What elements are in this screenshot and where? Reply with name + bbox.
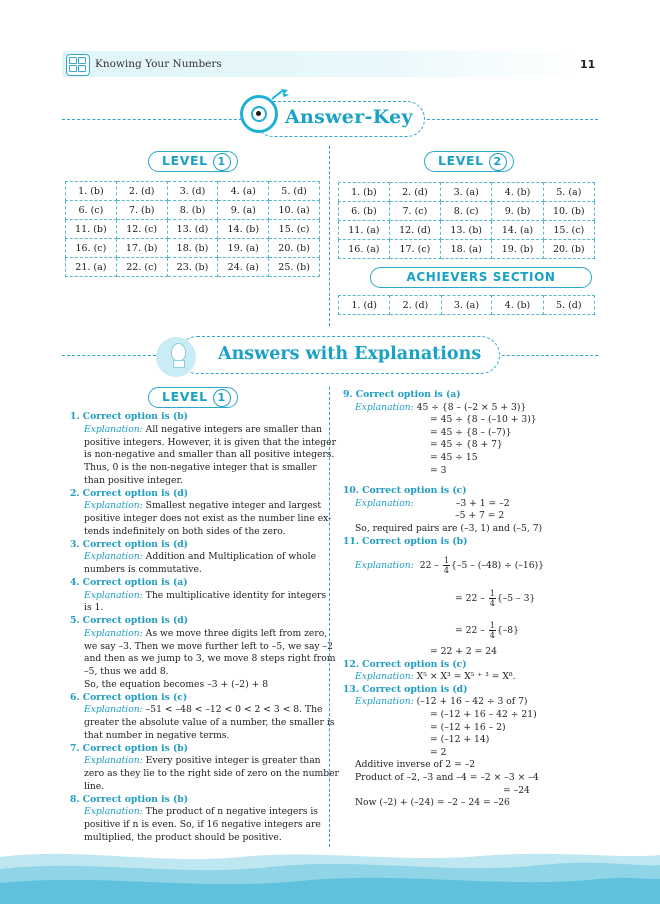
- answer-cell: 7. (b): [116, 201, 167, 220]
- answer-cell: 7. (c): [389, 202, 440, 221]
- explanation-text: multiplied, the product should be positive.: [84, 831, 282, 843]
- explanation-line: [84, 653, 335, 665]
- explanation-line: [84, 641, 333, 653]
- answer-cell: 25. (b): [269, 258, 320, 277]
- question-heading: [70, 692, 187, 704]
- answer-cell: 2. (d): [389, 183, 440, 202]
- fraction-denominator: 4: [443, 566, 449, 576]
- answer-cell: 10. (b): [543, 202, 594, 221]
- answer-cell: 14. (b): [218, 220, 269, 239]
- explanation-text: positive integers. However, it is given that the integer: [84, 436, 336, 448]
- explanations-title: Answers with Explanations: [218, 344, 482, 364]
- math-text: = (–12 + 14): [430, 734, 490, 746]
- math-step: [430, 414, 537, 426]
- answer-cell: 8. (b): [167, 201, 218, 220]
- math-step: [503, 785, 530, 797]
- arrow-icon: [270, 88, 290, 100]
- correct-option-label: 2. Correct option is (d): [70, 487, 189, 499]
- math-step: [430, 465, 446, 477]
- answer-cell: 13. (b): [441, 221, 492, 240]
- fraction-line: [355, 556, 544, 575]
- explanation-line: [355, 402, 526, 414]
- answer-cell: 16. (c): [66, 239, 117, 258]
- explanation-line: [84, 590, 326, 602]
- level2-number: 2: [489, 153, 507, 171]
- explanation-text: numbers is commutative.: [84, 564, 202, 575]
- answer-cell: 5. (d): [269, 182, 320, 201]
- divider-left: [62, 119, 252, 120]
- explanations-level-pill: [148, 387, 238, 408]
- explanation-text: Additive inverse of 2 = –2: [355, 759, 476, 771]
- explanation-line: [84, 449, 334, 461]
- explanation-line: [355, 671, 516, 683]
- answer-cell: 15. (c): [269, 220, 320, 239]
- math-step: [430, 427, 511, 439]
- explanation-text: zero as they lie to the right side of zero on the number: [84, 768, 339, 779]
- answer-row: [66, 182, 320, 201]
- answer-cell: 9. (b): [492, 202, 543, 221]
- question-heading: [70, 539, 188, 551]
- explanation-label: Explanation:: [355, 401, 414, 413]
- math-step: [455, 510, 504, 522]
- explanation-label: Explanation:: [355, 671, 414, 683]
- answer-cell: 4. (b): [492, 183, 543, 202]
- explanation-label: Explanation:: [84, 551, 143, 563]
- explanation-label: Explanation:: [84, 806, 143, 818]
- math-text: = 3: [430, 464, 447, 476]
- explanation-text: positive if n is even. So, if 16 negative integers are: [84, 819, 321, 830]
- explanation-line: [84, 551, 316, 563]
- answer-row: [66, 239, 320, 258]
- question-heading: [70, 488, 188, 500]
- answer-cell: 3. (d): [167, 182, 218, 201]
- explanation-label: Explanation:: [84, 589, 143, 601]
- math-text: {–8}: [496, 625, 519, 637]
- level1-pill: [148, 151, 238, 172]
- book-icon: [66, 54, 90, 76]
- answer-row: [339, 183, 595, 202]
- explanation-text: Product of –2, –3 and –4 = –2 × –3 × –4: [355, 772, 539, 783]
- explanation-line: [84, 755, 321, 767]
- math-text: = 22 –: [455, 625, 488, 637]
- math-step: [430, 722, 506, 734]
- explanation-label: Explanation:: [84, 423, 143, 435]
- bottom-wave-decoration: [0, 847, 660, 904]
- explanations-left-column: [70, 411, 339, 851]
- math-text: = 45 ÷ 15: [430, 452, 478, 463]
- answer-cell: 5. (a): [543, 183, 594, 202]
- answer-cell: 8. (c): [441, 202, 492, 221]
- explanation-text: is 1.: [84, 602, 104, 614]
- divider-right: [422, 119, 598, 120]
- explanation-text: Smallest negative integer and largest: [142, 500, 322, 512]
- divider-left-2: [62, 355, 156, 356]
- explanation-label: Explanation:: [84, 704, 143, 716]
- math-text: {–5 – (–48) ÷ (–16)}: [451, 560, 545, 572]
- math-text: = (–12 + 16 – 2): [430, 721, 506, 733]
- target-icon: [240, 95, 278, 133]
- math-step: [430, 747, 446, 759]
- explanation-text: tends indefinitely on both sides of the zero.: [84, 525, 286, 537]
- answer-cell: 5. (d): [543, 296, 594, 315]
- answer-cell: 13. (d): [167, 220, 218, 239]
- answer-cell: 16. (a): [339, 240, 390, 259]
- answer-key-title: Answer-Key: [285, 106, 413, 128]
- explanation-text: So, required pairs are (–3, 1) and (–5, 7): [355, 523, 543, 534]
- fraction: [489, 621, 496, 640]
- answer-cell: 20. (b): [543, 240, 594, 259]
- fraction: [489, 589, 496, 608]
- explanation-text: greater the absolute value of a number, the smaller is: [84, 717, 335, 728]
- explanation-line: [84, 602, 103, 614]
- question-heading: [70, 577, 188, 589]
- answer-cell: 1. (b): [66, 182, 117, 201]
- explanation-text: Now (–2) + (–24) = –2 – 24 = –26: [355, 797, 510, 809]
- divider-right-2: [497, 355, 598, 356]
- fraction-numerator: 1: [443, 556, 449, 566]
- answer-cell: 19. (b): [492, 240, 543, 259]
- explanation-line: [84, 564, 202, 576]
- explanation-line: [84, 500, 321, 512]
- explanation-line: [84, 424, 322, 436]
- explanation-line: [84, 666, 169, 678]
- answer-row: [339, 296, 595, 315]
- explanation-text: –3 + 1 = –2: [455, 497, 510, 509]
- answer-cell: 18. (b): [167, 239, 218, 258]
- fraction-denominator: 4: [489, 631, 495, 641]
- answer-cell: 24. (a): [218, 258, 269, 277]
- answer-cell: 12. (d): [389, 221, 440, 240]
- answer-cell: 15. (c): [543, 221, 594, 240]
- lightbulb-base-icon: [173, 360, 185, 368]
- explanation-label: Explanation:: [355, 497, 414, 509]
- explanation-line: [84, 819, 321, 831]
- answer-cell: 10. (a): [269, 201, 320, 220]
- explanation-text: positive integer does not exist as the number line ex-: [84, 513, 332, 524]
- explanation-line: [355, 797, 510, 809]
- answer-row: [66, 201, 320, 220]
- math-text: {–5 – 3}: [496, 592, 536, 604]
- explanation-line: [84, 717, 334, 729]
- answer-row: [339, 240, 595, 259]
- answer-cell: 17. (c): [389, 240, 440, 259]
- answer-cell: 11. (a): [339, 221, 390, 240]
- correct-option-label: 6. Correct option is (c): [70, 691, 188, 703]
- answer-cell: 3. (a): [441, 183, 492, 202]
- level1-answer-table: [65, 181, 320, 277]
- answer-cell: 1. (b): [339, 183, 390, 202]
- explanation-text: (–12 + 16 – 42 ÷ 3 of 7): [413, 696, 528, 708]
- answer-cell: 19. (a): [218, 239, 269, 258]
- explanations-level-label: LEVEL: [162, 389, 208, 404]
- explanation-label: Explanation:: [355, 560, 414, 572]
- explanation-text: X⁵ × X³ = X⁵ ⁺ ³ = X⁸.: [413, 671, 516, 683]
- explanation-text: we say –3. Then we move further left to –5, we say –2: [84, 640, 333, 652]
- explanation-text: –5, thus we add 8.: [84, 666, 169, 677]
- explanation-text: All negative integers are smaller than: [142, 423, 323, 435]
- explanation-text: and then as we jump to 3, we move 8 steps right from: [84, 653, 336, 665]
- answer-cell: 17. (b): [116, 239, 167, 258]
- answer-cell: 23. (b): [167, 258, 218, 277]
- explanation-text: The multiplicative identity for integers: [142, 589, 327, 601]
- correct-option-label: 7. Correct option is (b): [70, 742, 189, 754]
- level2-pill: [424, 151, 514, 172]
- math-text: –5 + 7 = 2: [455, 510, 505, 522]
- answer-row: [66, 220, 320, 239]
- explanation-text: is non-negative and smaller than all positive integers.: [84, 449, 335, 461]
- column-divider: [329, 146, 330, 326]
- correct-option-label: 10. Correct option is (c): [343, 485, 467, 497]
- explanation-line: [84, 628, 327, 640]
- explanation-line: [355, 772, 539, 784]
- answer-row: [66, 258, 320, 277]
- explanation-text: than positive integer.: [84, 474, 183, 486]
- answer-cell: 9. (a): [218, 201, 269, 220]
- question-heading: [343, 485, 467, 497]
- answer-cell: 3. (a): [441, 296, 492, 315]
- fraction-denominator: 4: [489, 598, 495, 608]
- correct-option-label: 3. Correct option is (d): [70, 538, 189, 550]
- explanation-line: [84, 730, 229, 742]
- explanation-text: The product of n negative integers is: [142, 806, 319, 818]
- question-heading: [343, 389, 461, 401]
- math-step: [430, 709, 537, 721]
- explanation-line: [84, 475, 183, 487]
- math-step: [430, 734, 489, 746]
- explanation-label: Explanation:: [355, 696, 414, 708]
- explanation-line: [84, 462, 317, 474]
- answer-cell: 6. (c): [66, 201, 117, 220]
- explanation-line: [84, 806, 318, 818]
- explanations-level-number: 1: [213, 389, 231, 407]
- explanation-line: [355, 759, 475, 771]
- level2-answer-table: [338, 182, 595, 259]
- math-text: = 45 ÷ {8 + 7}: [430, 439, 503, 451]
- correct-option-label: 9. Correct option is (a): [343, 389, 461, 400]
- math-text: = (–12 + 16 – 42 ÷ 21): [430, 709, 537, 720]
- answer-cell: 18. (a): [441, 240, 492, 259]
- explanation-line: [84, 526, 286, 538]
- explanation-label: Explanation:: [84, 755, 143, 767]
- level1-number: 1: [213, 153, 231, 171]
- correct-option-label: 5. Correct option is (d): [70, 615, 189, 626]
- answer-cell: 12. (c): [116, 220, 167, 239]
- question-heading: [343, 659, 467, 671]
- level2-label: LEVEL: [438, 153, 484, 168]
- math-step: [430, 646, 497, 658]
- page-number: 11: [580, 58, 596, 71]
- explanation-text: 45 ÷ {8 – (–2 × 5 + 3)}: [413, 401, 527, 413]
- chapter-title: Knowing Your Numbers: [95, 58, 222, 70]
- math-text: = 2: [430, 746, 447, 758]
- fraction-line: [455, 621, 519, 640]
- explanation-line: [355, 498, 510, 510]
- correct-option-label: 4. Correct option is (a): [70, 576, 188, 588]
- fraction-numerator: 1: [489, 588, 495, 598]
- achievers-pill: [370, 267, 592, 288]
- explanation-line: [84, 781, 104, 793]
- answer-cell: 11. (b): [66, 220, 117, 239]
- fraction-numerator: 1: [489, 621, 495, 631]
- math-step: [430, 452, 478, 464]
- explanation-line: [355, 523, 542, 535]
- explanation-text: that number in negative terms.: [84, 729, 230, 741]
- math-text: = 45 ÷ {8 – (–10 + 3)}: [430, 414, 537, 426]
- correct-option-label: 8. Correct option is (b): [70, 793, 189, 805]
- correct-option-label: 13. Correct option is (d): [343, 683, 468, 695]
- question-heading: [70, 794, 188, 806]
- math-text: = 45 ÷ {8 – (–7)}: [430, 426, 512, 438]
- explanation-text: So, the equation becomes –3 + (–2) + 8: [84, 678, 269, 690]
- explanation-line: [84, 768, 339, 780]
- question-heading: [343, 536, 467, 548]
- explanations-right-column: [341, 389, 599, 849]
- explanation-text: line.: [84, 780, 105, 792]
- answer-row: [339, 202, 595, 221]
- question-heading: [70, 411, 188, 423]
- question-heading: [70, 743, 188, 755]
- math-step: [430, 439, 503, 451]
- math-text: = –24: [503, 784, 530, 796]
- explanation-label: Explanation:: [84, 627, 143, 639]
- explanation-line: [84, 513, 331, 525]
- explanation-line: [355, 696, 528, 708]
- answer-cell: 22. (c): [116, 258, 167, 277]
- math-text: 22 –: [419, 560, 442, 572]
- answer-cell: 4. (b): [492, 296, 543, 315]
- explanation-text: Thus, 0 is the non-negative integer that is smaller: [84, 462, 317, 473]
- answer-cell: 2. (d): [390, 296, 441, 315]
- math-text: = 22 –: [455, 592, 488, 604]
- level1-label: LEVEL: [162, 153, 208, 168]
- answer-cell: 20. (b): [269, 239, 320, 258]
- explanation-line: [84, 704, 322, 716]
- achievers-answer-table: [338, 295, 595, 315]
- answer-cell: 2. (d): [116, 182, 167, 201]
- explanation-text: As we move three digits left from zero,: [142, 627, 328, 639]
- question-heading: [70, 615, 188, 627]
- correct-option-label: 1. Correct option is (b): [70, 411, 189, 422]
- answer-cell: 1. (d): [339, 296, 390, 315]
- answer-cell: 4. (a): [218, 182, 269, 201]
- achievers-label: ACHIEVERS SECTION: [406, 270, 556, 284]
- answer-row: [339, 221, 595, 240]
- fraction: [443, 556, 450, 575]
- correct-option-label: 11. Correct option is (b): [343, 535, 468, 547]
- explanation-line: [84, 832, 282, 844]
- fraction-line: [455, 589, 535, 608]
- correct-option-label: 12. Correct option is (c): [343, 658, 467, 670]
- answer-cell: 6. (b): [339, 202, 390, 221]
- question-heading: [343, 684, 467, 696]
- math-text: = 22 + 2 = 24: [430, 646, 497, 657]
- explanation-line: [84, 437, 336, 449]
- explanation-line: [84, 679, 268, 691]
- answer-cell: 21. (a): [66, 258, 117, 277]
- explanation-label: Explanation:: [84, 500, 143, 512]
- explanation-text: Every positive integer is greater than: [142, 755, 321, 767]
- explanation-text: –51 < –48 < –12 < 0 < 2 < 3 < 8. The: [142, 704, 323, 716]
- answer-cell: 14. (a): [492, 221, 543, 240]
- explanation-text: Addition and Multiplication of whole: [142, 551, 317, 563]
- lightbulb-icon: [171, 343, 186, 361]
